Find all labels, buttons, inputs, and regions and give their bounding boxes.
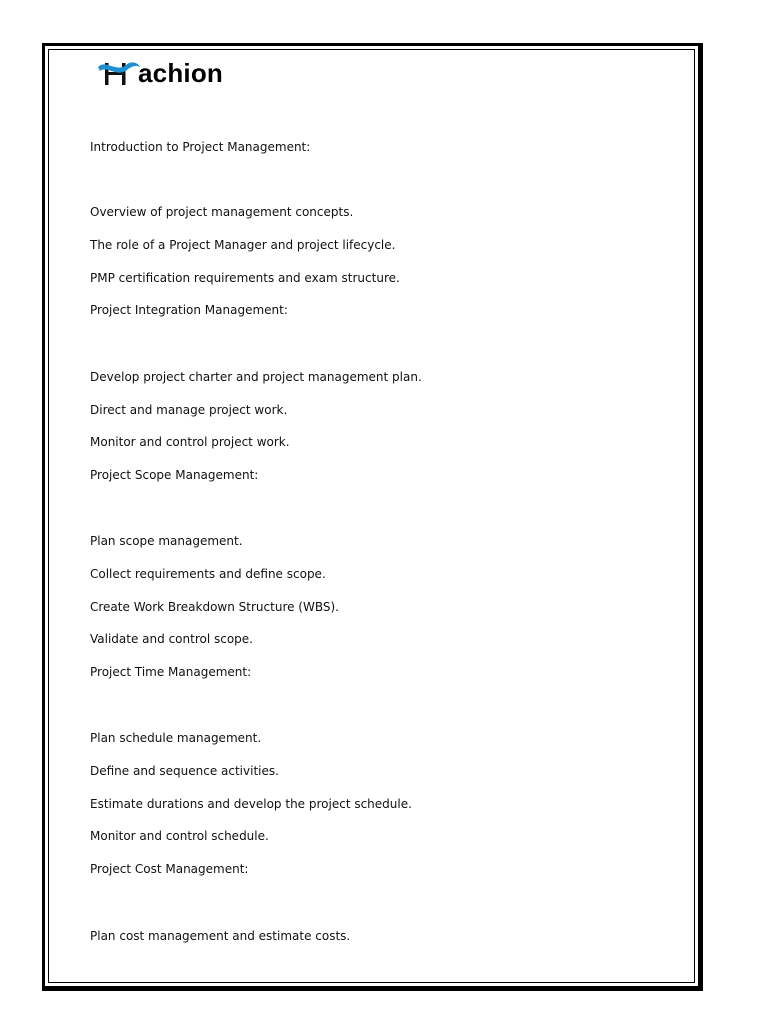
page-border	[42, 43, 703, 991]
list-item: Plan scope management.	[90, 534, 243, 548]
list-item: Overview of project management concepts.	[90, 205, 354, 219]
list-item: Estimate durations and develop the project schedule.	[90, 797, 412, 811]
section-heading-time: Project Time Management:	[90, 665, 252, 679]
section-heading-scope: Project Scope Management:	[90, 468, 259, 482]
list-item: Monitor and control project work.	[90, 435, 290, 449]
list-item: Create Work Breakdown Structure (WBS).	[90, 600, 339, 614]
list-item: Direct and manage project work.	[90, 403, 288, 417]
hachion-logo	[96, 56, 223, 90]
list-item: PMP certification requirements and exam structure.	[90, 271, 400, 285]
list-item: Plan cost management and estimate costs.	[90, 929, 351, 943]
list-item: The role of a Project Manager and project lifecycle.	[90, 238, 396, 252]
list-item: Monitor and control schedule.	[90, 829, 269, 843]
section-heading-integration: Project Integration Management:	[90, 303, 288, 317]
section-heading-cost: Project Cost Management:	[90, 862, 249, 876]
section-heading-introduction: Introduction to Project Management:	[90, 140, 311, 154]
list-item: Validate and control scope.	[90, 632, 253, 646]
hachion-logo-wordmark: achion	[138, 57, 223, 88]
list-item: Define and sequence activities.	[90, 764, 279, 778]
hachion-logo-mark-icon	[96, 57, 142, 89]
list-item: Develop project charter and project management plan.	[90, 370, 422, 384]
list-item: Plan schedule management.	[90, 731, 262, 745]
list-item: Collect requirements and define scope.	[90, 567, 326, 581]
